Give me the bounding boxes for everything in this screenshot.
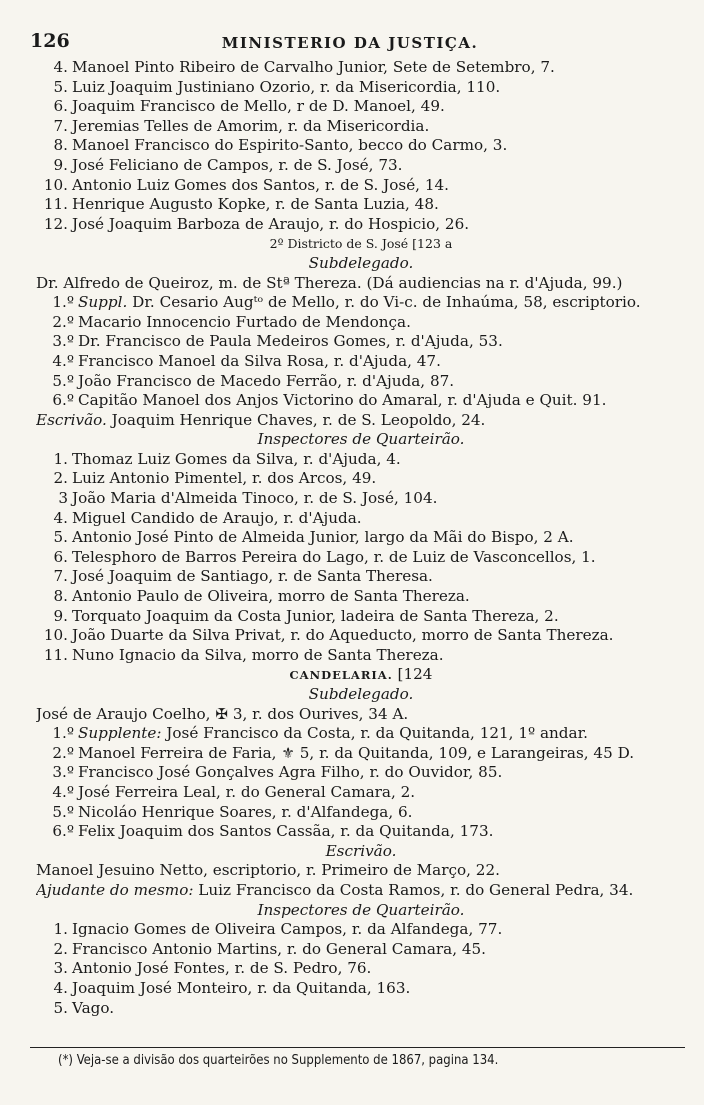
footnote: (*) Veja-se a divisão dos quarteirões no Supplemento de 1867, pagina 134. (58, 1053, 499, 1068)
list-item (36, 58, 686, 78)
entry-number: 9. (53, 606, 68, 625)
entry-text: Vago. (72, 998, 115, 1017)
footnote-rule (30, 1047, 685, 1048)
entry-number: 6.º (52, 822, 74, 841)
entry-number: 7. (53, 116, 68, 135)
entry-text: Manoel Pinto Ribeiro de Carvalho Junior, Sete de Setembro, 7. (72, 58, 555, 76)
substitute-entry (36, 372, 686, 392)
section-3-inspectors (36, 920, 686, 1018)
section-3-ref: [124 (392, 665, 433, 684)
list-item (36, 215, 686, 235)
section-3-delegate: José de Araujo Coelho, ✠ 3, r. dos Ourives, 34 A. (36, 704, 409, 723)
entry-text: Miguel Candido de Araujo, r. d'Ajuda. (72, 508, 362, 527)
substitute-entry (36, 763, 686, 783)
entry-number: 3 (58, 489, 68, 508)
entry-text: Joaquim Francisco de Mello, r de D. Manoel, 49. (72, 97, 445, 116)
entry-number: 9. (53, 155, 68, 174)
substitute-entry (36, 803, 686, 823)
entry-number: 5. (53, 998, 68, 1017)
entry-text: Manoel Francisco do Espirito-Santo, becco do Carmo, 3. (72, 136, 508, 155)
section-3-title: CANDELARIA. (289, 668, 393, 683)
entry-number: 2. (53, 469, 68, 488)
entry-text: João Francisco de Macedo Ferrão, r. d'Ajuda, 87. (78, 371, 455, 390)
inspector-entry (36, 979, 686, 999)
entry-number: 11. (43, 645, 68, 664)
page-header (30, 30, 670, 58)
entry-number: 8. (53, 587, 68, 606)
section-2-inspectors (36, 450, 686, 666)
section-3-subheading: Subdelegado. (308, 685, 414, 703)
entry-text: Manoel Ferreira de Faria, ⚜ 5, r. da Quitanda, 109, e Larangeiras, 45 D. (78, 743, 635, 762)
entry-text: Torquato Joaquim da Costa Junior, ladeira de Santa Thereza, 2. (72, 606, 559, 625)
entry-text: Antonio José Fontes, r. de S. Pedro, 76. (72, 959, 372, 978)
section-2-subheading: Subdelegado. (308, 253, 414, 272)
entry-text: João Duarte da Silva Privat, r. do Aqueducto, morro de Santa Thereza. (72, 626, 614, 645)
section-3-clerk: Manoel Jesuino Netto, escriptorio, r. Primeiro de Março, 22. (36, 861, 500, 880)
entry-number: 2. (53, 939, 68, 958)
entry-text: José Feliciano de Campos, r. de S. José, 73. (72, 155, 403, 174)
entry-text: Luiz Joaquim Justiniano Ozorio, r. da Misericordia, 110. (72, 77, 501, 96)
inspector-entry (36, 920, 686, 940)
list-item (36, 136, 686, 156)
inspector-entry (36, 489, 686, 509)
list-item (36, 97, 686, 117)
substitute-entry (36, 293, 686, 313)
inspector-entry (36, 587, 686, 607)
entry-label: Suppl. (78, 293, 128, 312)
entry-text: Jeremias Telles de Amorim, r. da Misericordia. (72, 116, 430, 135)
substitute-entry (36, 313, 686, 333)
clerk-label: Escrivão. (36, 410, 107, 429)
entry-number: 1.º (52, 724, 74, 743)
entry-number: 4.º (52, 351, 74, 370)
entry-text: Nicoláo Henrique Soares, r. d'Alfandega, 6. (78, 802, 413, 821)
entry-text: Ignacio Gomes de Oliveira Campos, r. da Alfandega, 77. (72, 920, 503, 939)
entry-number: 1. (53, 449, 68, 468)
inspector-entry (36, 940, 686, 960)
entry-number: 3. (53, 959, 68, 978)
clerk-name: Joaquim Henrique Chaves, r. de S. Leopoldo, 24. (106, 410, 486, 429)
substitute-entry (36, 724, 686, 744)
entry-text: Francisco Antonio Martins, r. do General Camara, 45. (72, 939, 487, 958)
entry-number: 5. (53, 77, 68, 96)
list-item (36, 176, 686, 196)
entry-number: 4. (53, 978, 68, 997)
list-item (36, 195, 686, 215)
inspector-entry (36, 646, 686, 666)
entry-text: Dr. Francisco de Paula Medeiros Gomes, r. d'Ajuda, 53. (78, 332, 503, 351)
entry-number: 5. (53, 528, 68, 547)
substitute-entry (36, 744, 686, 764)
document-body (36, 58, 686, 1018)
section-1-list (36, 58, 686, 234)
entry-text: Henrique Augusto Kopke, r. de Santa Luzia, 48. (72, 195, 439, 214)
section-2-inspectors-heading: Inspectores de Quarteirão. (257, 430, 465, 449)
entry-number: 2.º (52, 312, 74, 331)
entry-text: José Joaquim Barboza de Araujo, r. do Hospicio, 26. (72, 214, 470, 233)
section-3-inspectors-heading: Inspectores de Quarteirão. (257, 900, 465, 919)
entry-text: Telesphoro de Barros Pereira do Lago, r. de Luiz de Vasconcellos, 1. (72, 547, 596, 566)
entry-text: Nuno Ignacio da Silva, morro de Santa Thereza. (72, 645, 444, 664)
entry-number: 8. (53, 136, 68, 155)
section-3-clerk-heading: Escrivão. (325, 841, 397, 860)
assistant-label: Ajudante do mesmo: (36, 880, 194, 899)
entry-text: Capitão Manoel dos Anjos Victorino do Amaral, r. d'Ajuda e Quit. 91. (78, 391, 607, 410)
page-number: 126 (30, 30, 70, 52)
entry-text: João Maria d'Almeida Tinoco, r. de S. José, 104. (72, 489, 438, 508)
entry-number: 4.º (52, 782, 74, 801)
substitute-entry (36, 391, 686, 411)
section-2-substitutes (36, 293, 686, 411)
entry-number: 11. (43, 195, 68, 214)
entry-text: José Francisco da Costa, r. da Quitanda, 121, 1º andar. (161, 724, 588, 743)
substitute-entry (36, 352, 686, 372)
entry-number: 3.º (52, 763, 74, 782)
section-3-heading (36, 665, 686, 685)
list-item (36, 78, 686, 98)
inspector-entry (36, 999, 686, 1019)
entry-text: Francisco José Gonçalves Agra Filho, r. do Ouvidor, 85. (78, 763, 503, 782)
entry-text: Antonio Luiz Gomes dos Santos, r. de S. José, 14. (72, 175, 449, 194)
entry-label: Supplente: (78, 724, 162, 743)
entry-number: 6. (53, 547, 68, 566)
entry-number: 10. (43, 626, 68, 645)
entry-text: Francisco Manoel da Silva Rosa, r. d'Ajuda, 47. (78, 351, 441, 370)
entry-text: Macario Innocencio Furtado de Mendonça. (78, 312, 411, 331)
entry-text: Luiz Antonio Pimentel, r. dos Arcos, 49. (72, 469, 377, 488)
section-2-heading: 2º Districto de S. José [123 a (269, 236, 453, 252)
entry-number: 5.º (52, 371, 74, 390)
list-item (36, 117, 686, 137)
entry-number: 6.º (52, 391, 74, 410)
entry-text: José Joaquim de Santiago, r. de Santa Theresa. (72, 567, 433, 586)
entry-text: Felix Joaquim dos Santos Cassãa, r. da Quitanda, 173. (78, 822, 494, 841)
inspector-entry (36, 469, 686, 489)
inspector-entry (36, 548, 686, 568)
assistant-name: Luiz Francisco da Costa Ramos, r. do General Pedra, 34. (193, 880, 634, 899)
inspector-entry (36, 450, 686, 470)
list-item (36, 156, 686, 176)
entry-number: 3.º (52, 332, 74, 351)
entry-text: Antonio José Pinto de Almeida Junior, largo da Mãi do Bispo, 2 A. (72, 528, 574, 547)
entry-number: 1.º (52, 293, 74, 312)
entry-number: 10. (43, 175, 68, 194)
entry-text: Thomaz Luiz Gomes da Silva, r. d'Ajuda, 4. (72, 449, 401, 468)
substitute-entry (36, 332, 686, 352)
entry-number: 1. (53, 920, 68, 939)
section-2-clerk (36, 411, 686, 431)
section-2-delegate: Dr. Alfredo de Queiroz, m. de Stª Thereza. (Dá audiencias na r. d'Ajuda, 99.) (36, 273, 623, 292)
entry-number: 4. (53, 58, 68, 76)
entry-number: 12. (43, 214, 68, 233)
entry-text: Dr. Cesario Augᵗᵒ de Mello, r. do Vi-c. de Inhaúma, 58, escriptorio. (127, 293, 641, 312)
entry-number: 5.º (52, 802, 74, 821)
inspector-entry (36, 626, 686, 646)
inspector-entry (36, 528, 686, 548)
section-3-assistant (36, 881, 686, 901)
running-title: MINISTERIO DA JUSTIÇA. (221, 34, 479, 52)
entry-text: José Ferreira Leal, r. do General Camara, 2. (78, 782, 416, 801)
entry-number: 2.º (52, 743, 74, 762)
entry-number: 4. (53, 508, 68, 527)
substitute-entry (36, 783, 686, 803)
section-3-substitutes (36, 724, 686, 842)
entry-number: 6. (53, 97, 68, 116)
entry-text: Joaquim José Monteiro, r. da Quitanda, 163. (72, 978, 411, 997)
entry-text: Antonio Paulo de Oliveira, morro de Santa Thereza. (72, 587, 470, 606)
inspector-entry (36, 567, 686, 587)
inspector-entry (36, 509, 686, 529)
inspector-entry (36, 607, 686, 627)
entry-number: 7. (53, 567, 68, 586)
substitute-entry (36, 822, 686, 842)
inspector-entry (36, 959, 686, 979)
